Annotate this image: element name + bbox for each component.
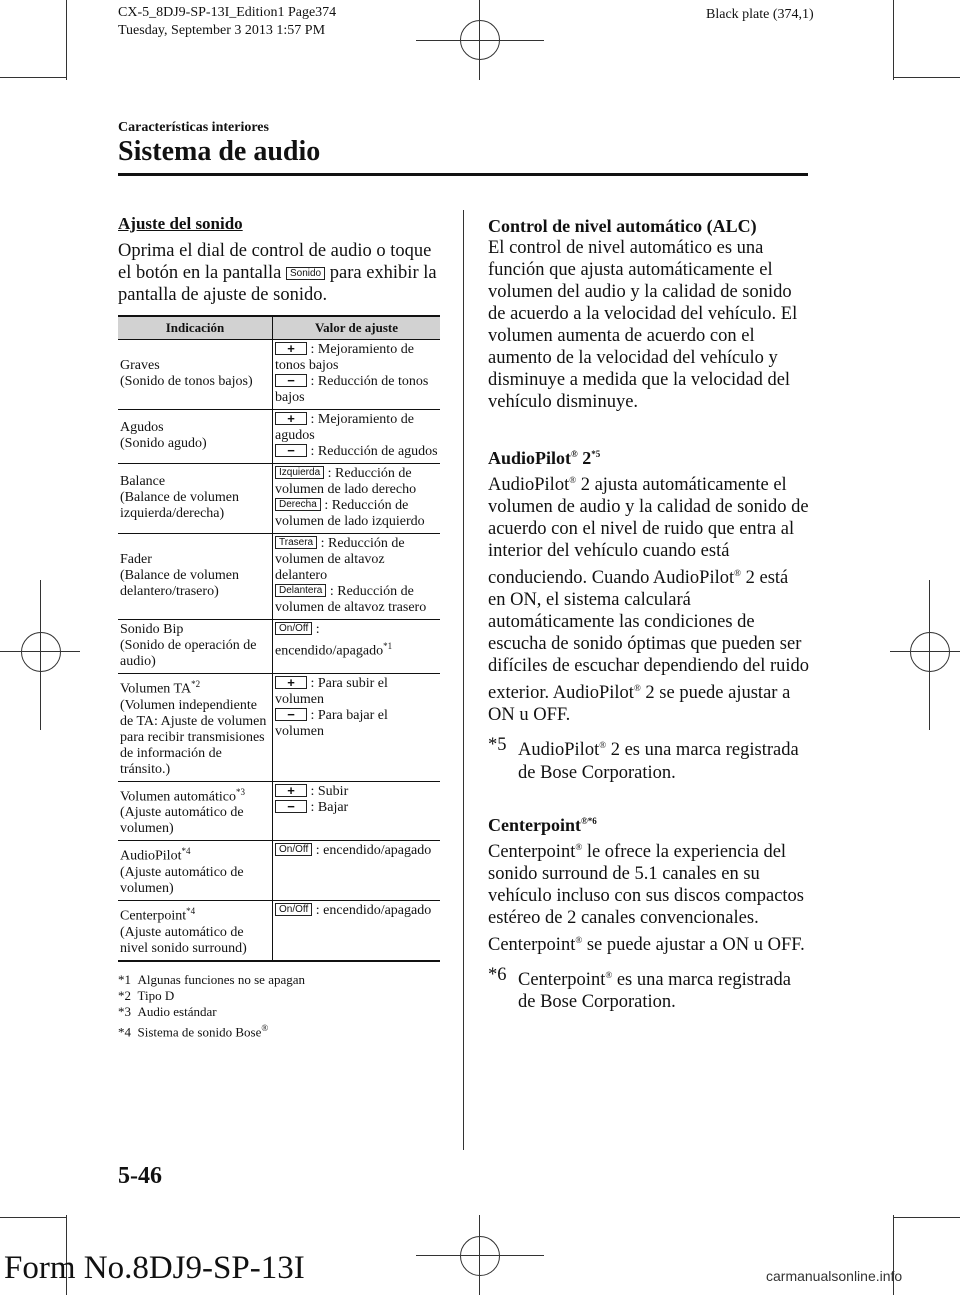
value-text: : encendido/apagado — [315, 902, 432, 918]
plate-label: Black plate (374,1) — [706, 7, 814, 22]
footnote-ref: *6 — [587, 815, 597, 826]
value-text: : Subir — [310, 783, 349, 799]
crop-mark — [66, 0, 67, 80]
setting-name: AudioPilot — [120, 848, 182, 864]
value-text: : Reducción de tonos bajos — [275, 374, 429, 405]
registered-mark: ® — [734, 568, 741, 579]
crop-mark — [893, 0, 894, 80]
footnote-text: Algunas funciones no se apagan — [137, 971, 306, 987]
valor-cell — [273, 534, 441, 620]
value-line — [275, 466, 438, 498]
valor-cell — [273, 464, 441, 534]
value-line — [275, 676, 438, 708]
text-fragment: 2 está en ON, el sistema calculará automáticamente las condiciones de escucha de sonido óptimas que pueden ser difíciles de escuchar dependiendo del ruido exterior. AudioPilot — [488, 568, 810, 704]
watermark: carmanualsonline.info — [766, 1268, 903, 1284]
table-row — [118, 464, 440, 534]
form-number: Form No.8DJ9-SP-13I — [4, 1250, 305, 1286]
value-text: : Reducción de volumen de lado izquierdo — [275, 498, 425, 529]
registered-mark: ® — [633, 683, 641, 694]
column-divider — [463, 210, 464, 1150]
text-fragment: AudioPilot — [488, 475, 570, 496]
note-6 — [488, 964, 810, 1013]
table-row — [118, 674, 440, 782]
screen-button-icon: On/Off — [275, 843, 312, 856]
left-column — [118, 214, 440, 1040]
footnote-ref: *4 — [186, 905, 196, 916]
value-line — [275, 374, 438, 406]
registered-mark: ® — [571, 449, 578, 459]
text-fragment: es una marca registrada de Bose Corporation. — [518, 970, 791, 1013]
footnote-number: *2 — [118, 987, 131, 1003]
registered-mark: ® — [575, 934, 583, 945]
screen-button-icon: Trasera — [275, 536, 317, 549]
intro-after: para exhibir la pantalla de ajuste de sonido. — [118, 263, 437, 305]
indicacion-cell — [118, 410, 273, 464]
valor-cell — [273, 620, 441, 674]
value-line — [275, 800, 438, 816]
value-text: : Para bajar el volumen — [275, 708, 388, 739]
crop-mark — [894, 77, 960, 78]
registration-circle — [460, 1236, 500, 1276]
value-line — [275, 584, 438, 616]
table-row — [118, 410, 440, 464]
minus-button-icon: − — [275, 444, 307, 457]
indicacion-cell — [118, 900, 273, 960]
table-footnotes — [118, 972, 440, 1040]
plus-button-icon: + — [275, 676, 307, 689]
footnote-ref: *2 — [191, 679, 201, 689]
setting-name: Centerpoint — [120, 908, 187, 924]
minus-button-icon: − — [275, 374, 307, 387]
registered-mark: ® — [569, 475, 577, 485]
screen-button-icon: On/Off — [275, 903, 312, 916]
text-fragment: AudioPilot — [518, 740, 600, 761]
setting-description: (Balance de volumen delantero/trasero) — [120, 568, 239, 599]
registered-mark: ® — [575, 841, 583, 852]
centerpoint-paragraph — [488, 836, 810, 956]
note-number: *6 — [488, 964, 507, 985]
value-line — [275, 843, 438, 859]
text-fragment: Centerpoint — [518, 970, 606, 991]
valor-cell — [273, 781, 441, 841]
value-text: : encendido/apagado — [315, 843, 432, 859]
valor-cell — [273, 410, 441, 464]
value-text: : Reducción de volumen de altavoz trasero — [275, 584, 427, 615]
setting-description: (Ajuste automático de volumen) — [120, 864, 244, 896]
screen-button-icon: On/Off — [275, 622, 312, 635]
footnote-ref: *3 — [236, 786, 245, 797]
value-line — [275, 622, 438, 660]
note-text — [518, 964, 810, 1013]
footnote — [118, 1004, 440, 1020]
setting-description: (Sonido agudo) — [120, 436, 207, 451]
sound-settings-table — [118, 315, 440, 962]
setting-name: Graves — [120, 358, 160, 373]
value-line — [275, 903, 438, 919]
registered-mark: ® — [581, 815, 588, 826]
value-line — [275, 784, 438, 800]
header-line-2: Tuesday, September 3 2013 1:57 PM — [118, 23, 326, 38]
value-text: : encendido/apagado — [275, 622, 384, 659]
indicacion-cell — [118, 841, 273, 901]
setting-name: Volumen TA — [120, 681, 192, 697]
value-text: : Bajar — [310, 799, 349, 815]
intro-before: Oprima el dial de control de audio o toque el botón en la pantalla — [118, 241, 432, 283]
setting-description: (Ajuste automático de volumen) — [120, 805, 244, 837]
section-label: Características interiores — [118, 120, 269, 135]
screen-button-icon: Derecha — [275, 498, 321, 511]
value-line — [275, 412, 438, 444]
valor-cell — [273, 674, 441, 782]
table-row — [118, 620, 440, 674]
setting-description: (Volumen independiente de TA: Ajuste de volumen para recibir transmisiones de información de tránsito.) — [120, 697, 267, 777]
registered-mark: ® — [605, 969, 613, 980]
crop-mark — [0, 77, 66, 78]
table-header-valor: Valor de ajuste — [273, 316, 441, 340]
screen-button-icon: Izquierda — [275, 466, 324, 479]
value-text: : Reducción de volumen de lado derecho — [275, 466, 417, 497]
table-header-indicacion: Indicación — [118, 316, 273, 340]
setting-description: (Sonido de operación de audio) — [120, 638, 257, 669]
centerpoint-heading-name: Centerpoint — [488, 814, 581, 835]
value-text: : Reducción de agudos — [310, 444, 438, 459]
value-text: : Para subir el volumen — [275, 676, 388, 707]
footnote-ref: *1 — [383, 641, 393, 651]
table-row — [118, 781, 440, 841]
indicacion-cell — [118, 781, 273, 841]
registered-mark: ® — [261, 1022, 269, 1033]
valor-cell — [273, 841, 441, 901]
footnote — [118, 988, 440, 1004]
audiopilot-heading-version: 2 — [582, 448, 592, 468]
footnote-text: Tipo D — [137, 987, 175, 1003]
text-fragment: 2 es una marca registrada de Bose Corporation. — [518, 740, 799, 783]
value-text: : Mejoramiento de tonos bajos — [275, 342, 414, 373]
audiopilot-heading-name: AudioPilot — [488, 448, 572, 468]
valor-cell — [273, 900, 441, 960]
text-fragment: Centerpoint — [488, 841, 576, 862]
sonido-button-icon: Sonido — [286, 267, 325, 280]
intro-paragraph — [118, 240, 440, 306]
value-text: : Reducción de volumen de altavoz delantero — [275, 536, 405, 583]
registration-circle — [910, 632, 950, 672]
text-fragment: le ofrece la experiencia del sonido surround de 5.1 canales en su vehículo incluso con sus discos compactos estéreo de 2 canales convencionales. Centerpoint — [488, 841, 804, 955]
setting-name: Sonido Bip — [120, 622, 184, 637]
header-line-1: CX-5_8DJ9-SP-13I_Edition1 Page374 — [118, 5, 337, 20]
title-rule — [118, 173, 808, 176]
note-5 — [488, 734, 810, 783]
table-row — [118, 841, 440, 901]
audiopilot-heading — [488, 443, 810, 469]
footnote-number: *3 — [118, 1003, 131, 1019]
registration-circle — [460, 20, 500, 60]
registered-mark: ® — [599, 740, 607, 751]
footnote-text: Audio estándar — [137, 1003, 217, 1019]
table-row — [118, 340, 440, 410]
setting-name: Volumen automático — [120, 789, 236, 805]
crop-mark — [894, 1217, 960, 1218]
subheading-ajuste: Ajuste del sonido — [118, 214, 243, 233]
value-line — [275, 708, 438, 740]
setting-description: (Sonido de tonos bajos) — [120, 374, 253, 389]
indicacion-cell — [118, 534, 273, 620]
alc-paragraph: El control de nivel automático es una función que ajusta automáticamente el volumen del audio y la calidad de sonido de acuerdo a la velocidad del vehículo. El volumen aumenta de acuerdo con el aumento de la velocidad del vehículo y disminuye a medida que la velocidad del vehículo disminuye. — [488, 238, 798, 412]
plus-button-icon: + — [275, 412, 307, 425]
footnote-text: Sistema de sonido Bose — [137, 1023, 262, 1039]
minus-button-icon: − — [275, 800, 307, 813]
footnote-ref: *5 — [591, 449, 601, 459]
note-text — [518, 734, 810, 783]
plus-button-icon: + — [275, 342, 307, 355]
note-number: *5 — [488, 735, 507, 756]
value-line — [275, 342, 438, 374]
setting-name: Balance — [120, 474, 166, 489]
text-fragment: 2 ajusta automáticamente el volumen de audio y la calidad de sonido de acuerdo con el nivel de ruido que entra al interior del vehículo cuando está conduciendo. Cuando AudioPilot — [488, 475, 809, 589]
footnote-number: *1 — [118, 971, 131, 987]
footnote-number: *4 — [118, 1023, 131, 1039]
crop-mark — [0, 1217, 66, 1218]
page-title: Sistema de audio — [118, 136, 321, 167]
indicacion-cell — [118, 620, 273, 674]
valor-cell — [273, 340, 441, 410]
setting-name: Agudos — [120, 420, 164, 435]
footnote-ref: *4 — [181, 846, 191, 857]
value-line — [275, 498, 438, 530]
centerpoint-heading — [488, 810, 810, 836]
setting-description: (Balance de volumen izquierda/derecha) — [120, 490, 239, 521]
indicacion-cell — [118, 340, 273, 410]
minus-button-icon: − — [275, 708, 307, 721]
value-line — [275, 536, 438, 584]
setting-name: Fader — [120, 552, 152, 567]
audiopilot-paragraph — [488, 469, 810, 726]
indicacion-cell — [118, 674, 273, 782]
footnote — [118, 1020, 440, 1040]
screen-button-icon: Delantera — [275, 584, 326, 597]
value-line — [275, 444, 438, 460]
text-fragment: se puede ajustar a ON u OFF. — [586, 934, 805, 955]
table-row — [118, 900, 440, 960]
registration-circle — [21, 632, 61, 672]
setting-description: (Ajuste automático de nivel sonido surround) — [120, 924, 247, 956]
table-row — [118, 534, 440, 620]
right-column — [488, 215, 810, 1013]
footnote — [118, 972, 440, 988]
value-text: : Mejoramiento de agudos — [275, 412, 414, 443]
plus-button-icon: + — [275, 784, 307, 797]
page-number: 5-46 — [118, 1163, 162, 1189]
text-fragment: 2 se puede ajustar a ON u OFF. — [488, 683, 791, 726]
indicacion-cell — [118, 464, 273, 534]
print-header — [118, 4, 336, 40]
alc-heading: Control de nivel automático (ALC) — [488, 216, 757, 236]
